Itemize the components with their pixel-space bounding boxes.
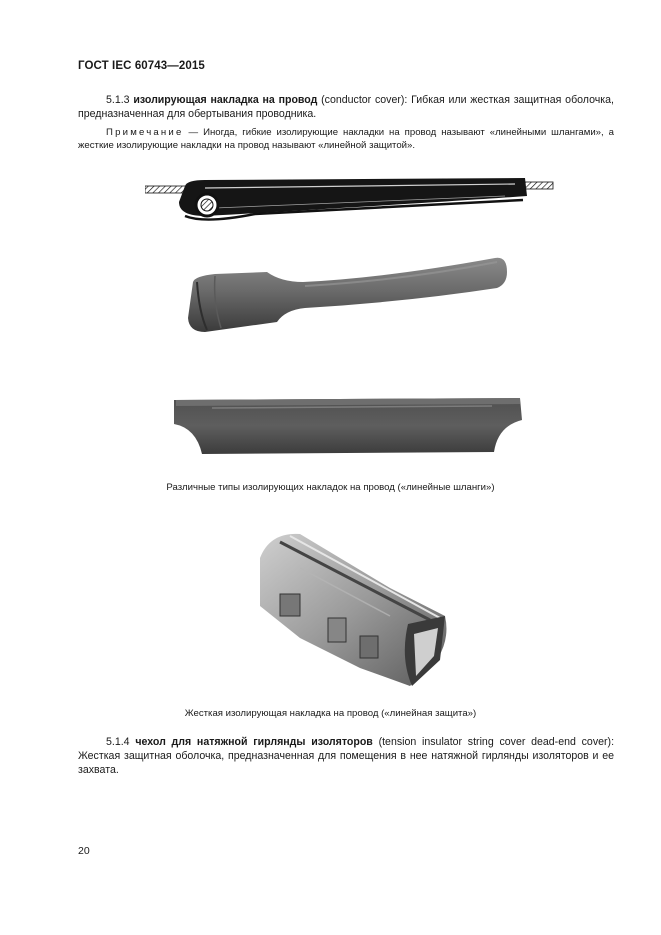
clause-term: чехол для натяжной гирлянды изоляторов (135, 736, 373, 748)
straight-hose-photo (172, 390, 524, 460)
clause-definition: Гибкая или жесткая защитная оболочка, предназначенная для обертывания проводника. (78, 94, 614, 120)
note-label: Примечание (106, 127, 184, 138)
note-text: — Иногда, гибкие изолирующие накладки на провод называют «линейными шлангами», а жесткие изолирующие накладки на провод называют «линейной защитой». (78, 127, 614, 151)
clause-5-1-3 (78, 93, 614, 121)
clause-5-1-4 (78, 735, 614, 777)
clause-number: 5.1.3 (106, 94, 130, 106)
clause-term: изолирующая накладка на провод (133, 94, 318, 106)
clause-english-term: (tension insulator string cover dead-end cover): (378, 736, 615, 748)
document-header: ГОСТ IEC 60743—2015 (78, 60, 205, 72)
line-hose-section-drawing (145, 172, 555, 224)
figure-1-caption: Различные типы изолирующих накладок на провод («линейные шланги») (166, 482, 495, 493)
flexible-hose-photo (185, 252, 510, 337)
note-paragraph (78, 126, 614, 152)
clause-english-term: (conductor cover): (321, 94, 408, 106)
page-number: 20 (78, 845, 90, 857)
rigid-line-guard-photo (240, 528, 450, 690)
clause-number: 5.1.4 (106, 736, 130, 748)
clause-definition: Жесткая защитная оболочка, предназначенная для помещения в нее натяжной гирлянды изоляторов и ее захвата. (78, 750, 614, 776)
figure-2-caption: Жесткая изолирующая накладка на провод («линейная защита») (184, 708, 477, 719)
